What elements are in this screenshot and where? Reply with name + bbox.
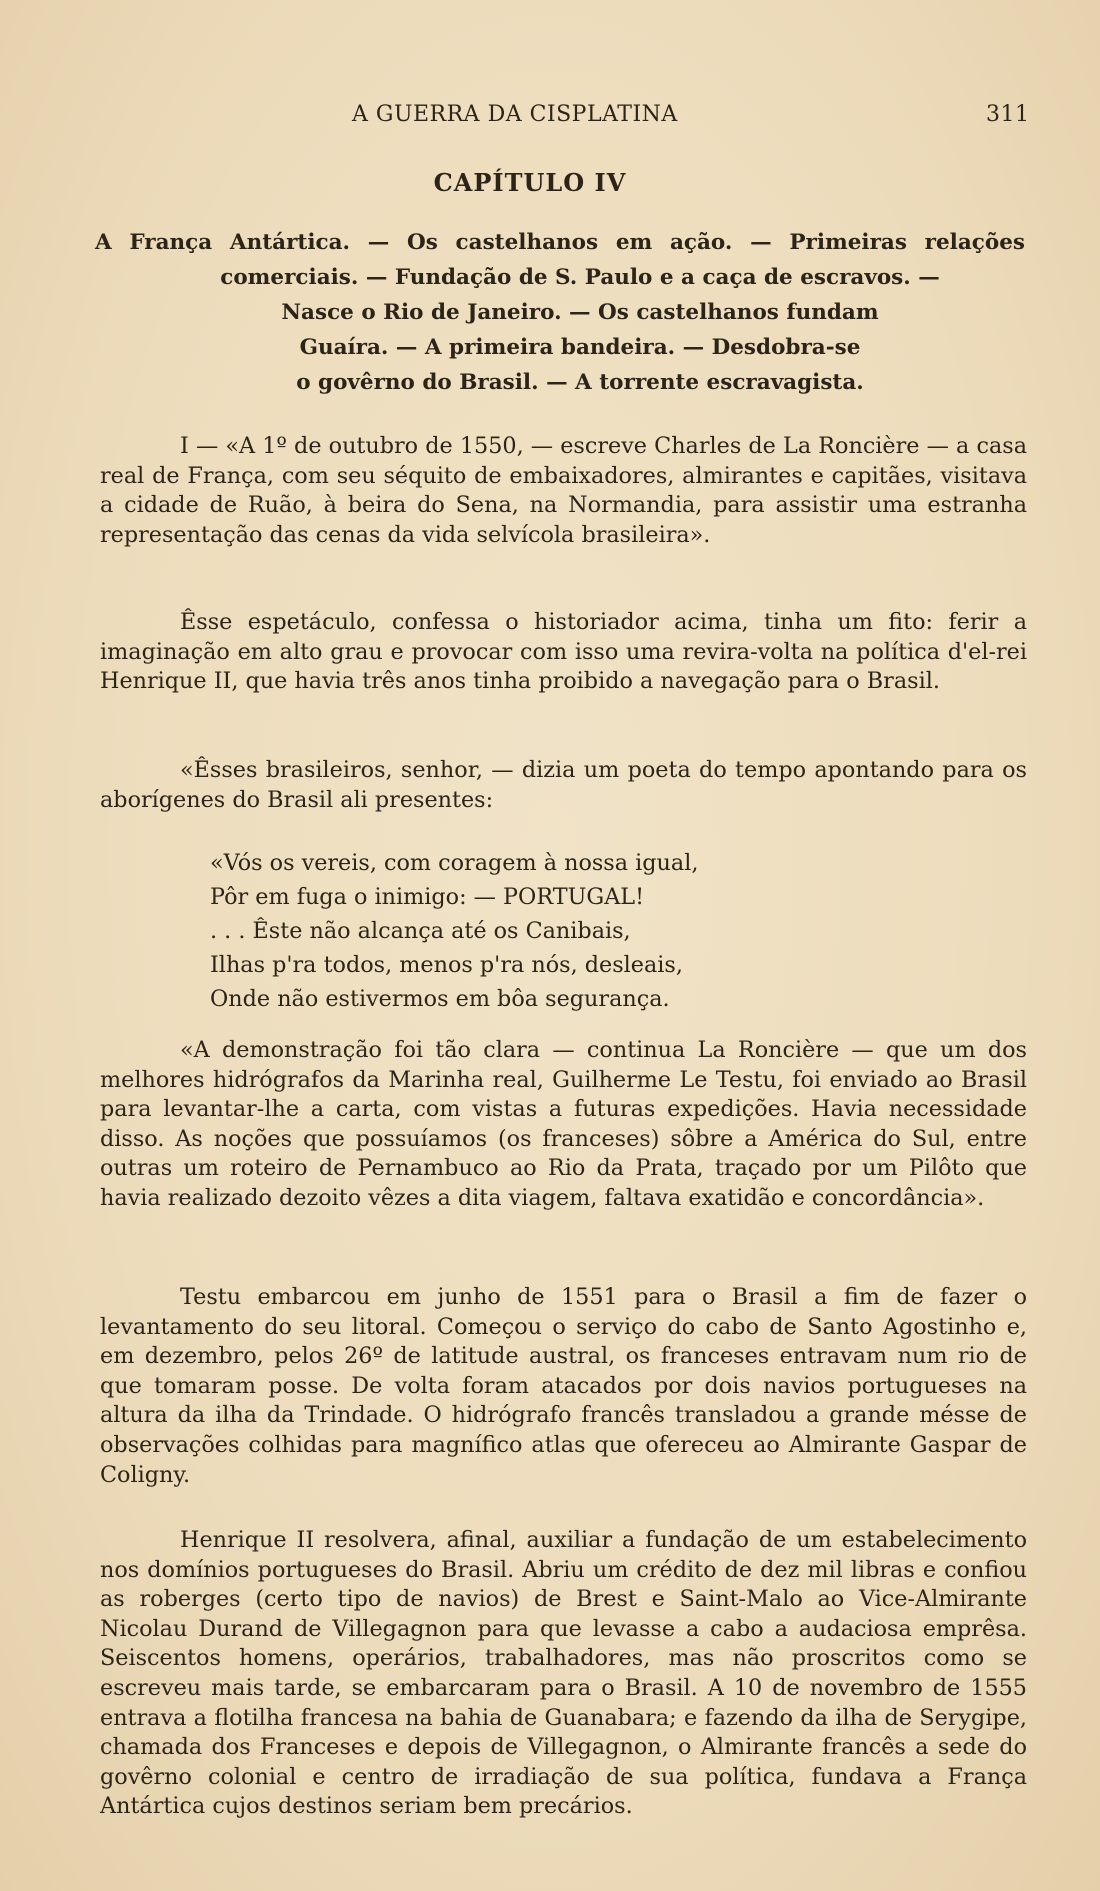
paragraph-3: «Êsses brasileiros, senhor, — dizia um poeta do tempo apontando para os aborígenes do Brasil ali presentes: [100, 757, 1027, 813]
chapter-summary [95, 225, 1025, 400]
paragraph-4: «A demonstração foi tão clara — continua La Roncière — que um dos melhores hidrógrafos da Marinha real, Guilherme Le Testu, foi enviado ao Brasil para levantar-lhe a carta, com vistas a futuras expedições. Havia necessidade disso. As noções que possuíamos (os franceses) sôbre a América do Sul, entre outras um roteiro de Pernambuco ao Rio da Prata, traçado por um Pilôto que havia realizado dezoito vêzes a dita viagem, faltava exatidão e concordância». [100, 1037, 1027, 1211]
verse-block [210, 846, 698, 1016]
verse-line: Ilhas p'ra todos, menos p'ra nós, desleais, [210, 952, 683, 978]
summary-line: A França Antártica. — Os castelhanos em ação. — Primeiras relações [95, 230, 1025, 255]
paragraph-1: I — «A 1º de outubro de 1550, — escreve Charles de La Roncière — a casa real de França, com seu séquito de embaixadores, almirantes e capitães, visitava a cidade de Ruão, à beira do Sena, na Normandia, para assistir uma estranha representação das cenas da vida selvícola brasileira». [100, 433, 1027, 548]
running-title: A GUERRA DA CISPLATINA [352, 102, 678, 127]
verse-line: Pôr em fuga o inimigo: — PORTUGAL! [210, 884, 645, 910]
paragraph-6: Henrique II resolvera, afinal, auxiliar a fundação de um estabelecimento nos domínios portugueses do Brasil. Abriu um crédito de dez mil libras e confiou as roberges (certo tipo de navios) de Brest e Saint-Malo ao Vice-Almirante Nicolau Durand de Villegagnon para que levasse a cabo a audaciosa emprêsa. Seiscentos homens, operários, trabalhadores, mas não proscritos como se escreveu mais tarde, se embarcaram para o Brasil. A 10 de novembro de 1555 entrava a flotilha francesa na bahia de Guanabara; e fazendo da ilha de Serygipe, chamada dos Franceses e depois de Villegagnon, o Almirante francês a sede do govêrno colonial e centro de irradiação de sua política, fundava a França Antártica cujos destinos seriam bem precários. [100, 1527, 1027, 1820]
page-number: 311 [986, 102, 1030, 127]
summary-line: Nasce o Rio de Janeiro. — Os castelhanos fundam [281, 300, 879, 325]
summary-line: o govêrno do Brasil. — A torrente escravagista. [296, 370, 864, 395]
verse-line: . . . Êste não alcança até os Canibais, [210, 918, 631, 944]
paragraph-2: Êsse espetáculo, confessa o historiador acima, tinha um fito: ferir a imaginação em alto grau e provocar com isso uma revira-volta na política d'el-rei Henrique II, que havia três anos tinha proibido a navegação para o Brasil. [100, 609, 1027, 695]
verse-line: «Vós os vereis, com coragem à nossa igual, [210, 850, 699, 876]
summary-line: Guaíra. — A primeira bandeira. — Desdobra-se [299, 335, 861, 360]
verse-line: Onde não estivermos em bôa segurança. [210, 986, 670, 1012]
chapter-title: CAPÍTULO IV [433, 168, 627, 197]
running-head [0, 102, 1100, 132]
summary-line: comerciais. — Fundação de S. Paulo e a caça de escravos. — [220, 265, 940, 290]
paragraph-5: Testu embarcou em junho de 1551 para o Brasil a fim de fazer o levantamento do seu litoral. Começou o serviço do cabo de Santo Agostinho e, em dezembro, pelos 26º de latitude austral, os franceses entravam num rio de que tomaram posse. De volta foram atacados por dois navios portugueses na altura da ilha da Trindade. O hidrógrafo francês transladou a grande mésse de observações colhidas para magnífico atlas que ofereceu ao Almirante Gaspar de Coligny. [100, 1284, 1027, 1488]
